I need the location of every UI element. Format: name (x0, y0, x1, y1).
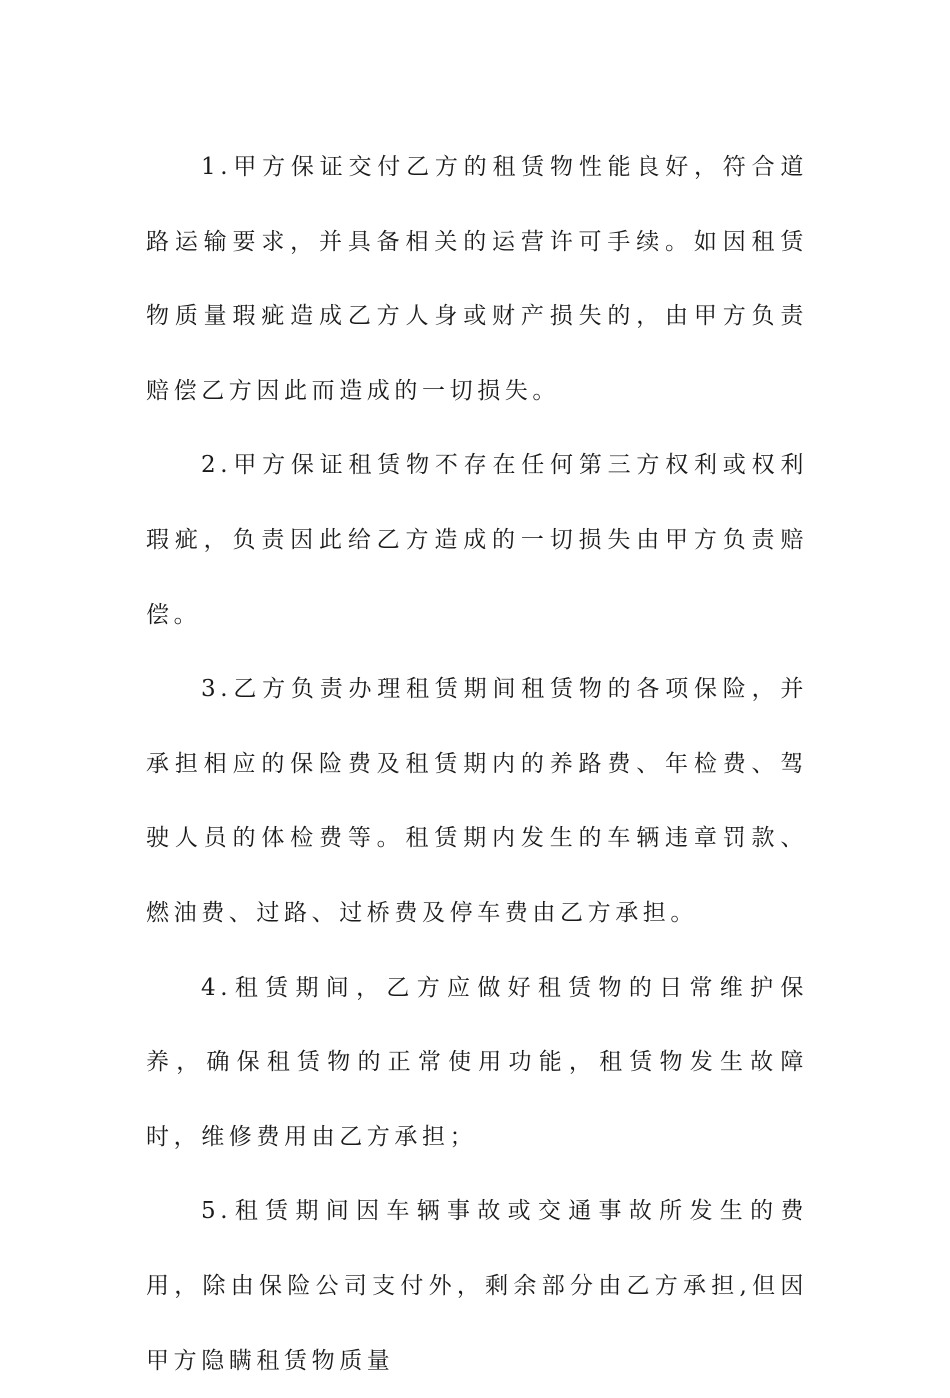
clause-2-paragraph: 2.甲方保证租赁物不存在任何第三方权利或权利瑕疵，负责因此给乙方造成的一切损失由甲方负责赔偿。 (146, 452, 808, 628)
clause-4-paragraph: 4.租赁期间，乙方应做好租赁物的日常维护保养，确保租赁物的正常使用功能，租赁物发生故障时，维修费用由乙方承担； (146, 974, 808, 1150)
clause-3-paragraph: 3.乙方负责办理租赁期间租赁物的各项保险，并承担相应的保险费及租赁期内的养路费、年检费、驾驶人员的体检费等。租赁期内发生的车辆违章罚款、燃油费、过路、过桥费及停车费由乙方承担。 (146, 676, 808, 926)
document-body (146, 130, 808, 1398)
clause-1-paragraph: 1.甲方保证交付乙方的租赁物性能良好，符合道路运输要求，并具备相关的运营许可手续。如因租赁物质量瑕疵造成乙方人身或财产损失的，由甲方负责赔偿乙方因此而造成的一切损失。 (146, 154, 808, 404)
clause-5-paragraph: 5.租赁期间因车辆事故或交通事故所发生的费用，除由保险公司支付外，剩余部分由乙方承担,但因甲方隐瞒租赁物质量 (146, 1198, 808, 1374)
